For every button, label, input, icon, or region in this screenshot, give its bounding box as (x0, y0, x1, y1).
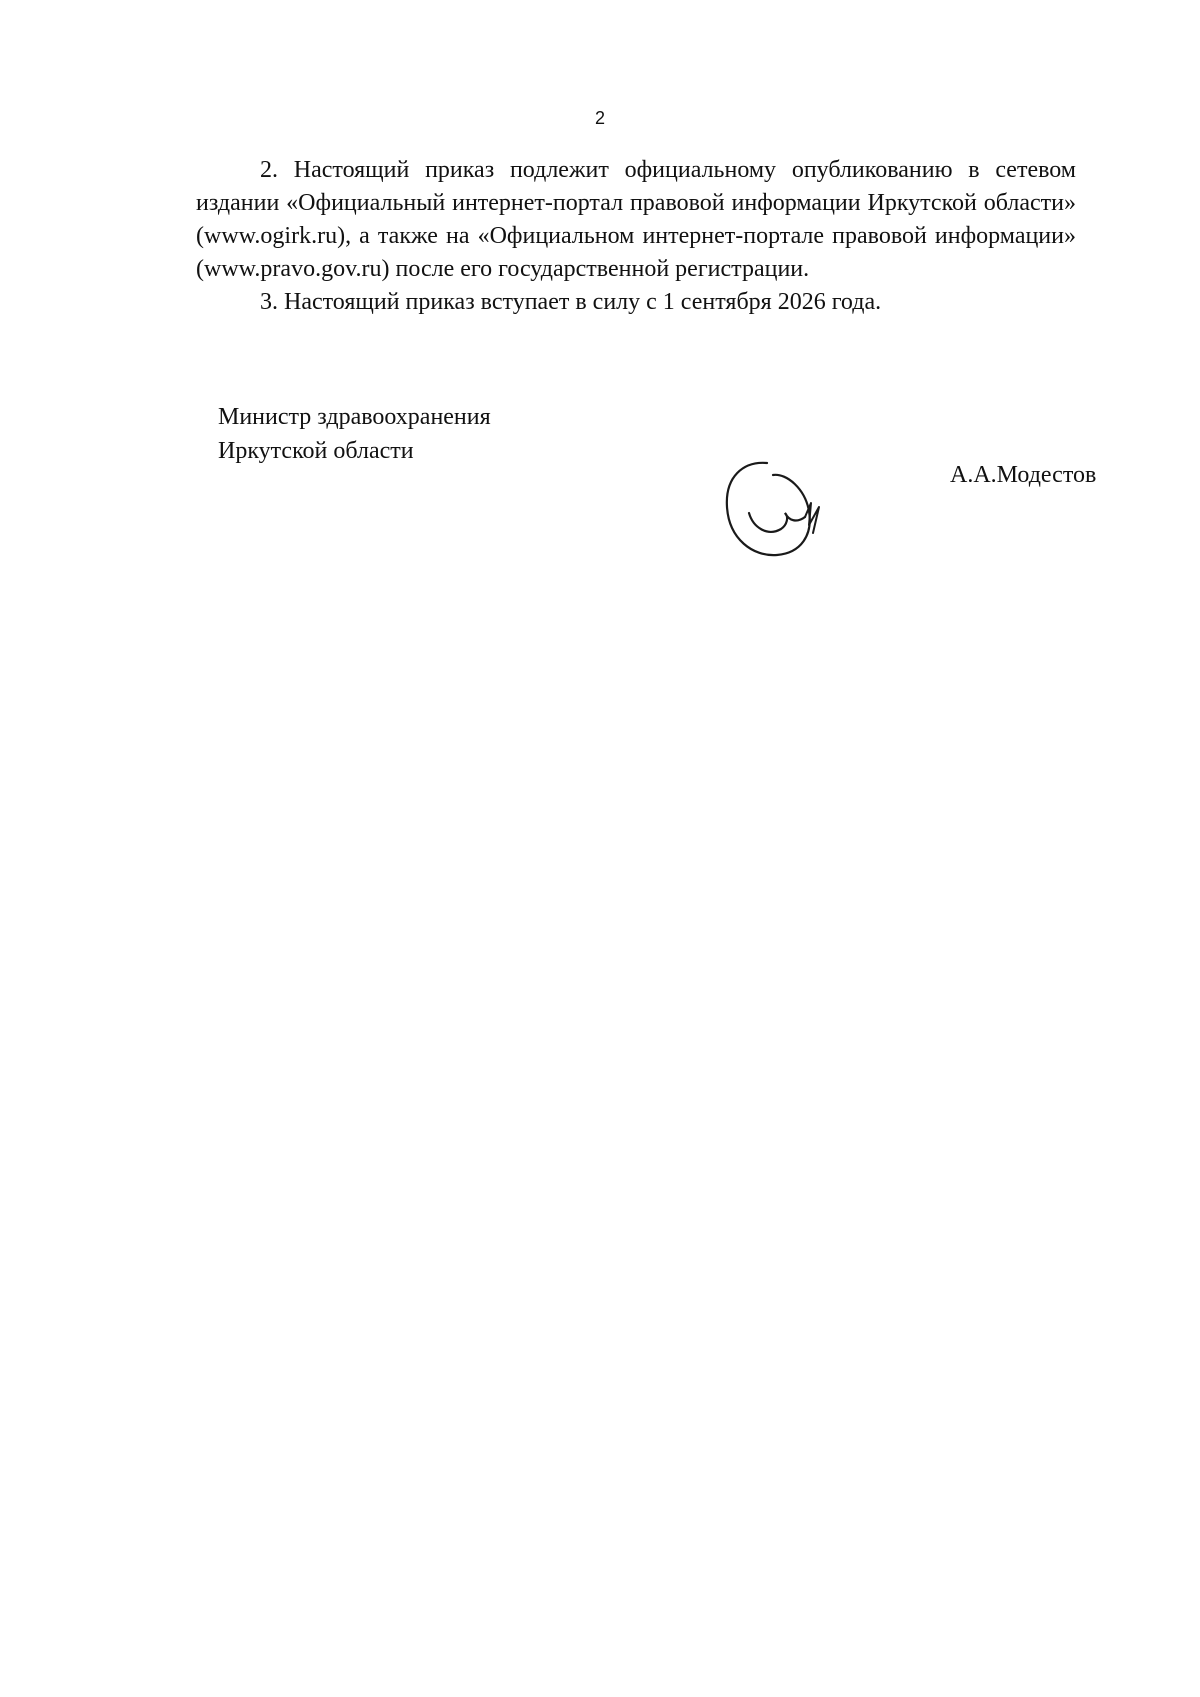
signatory-name: А.А.Модестов (950, 462, 1097, 488)
paragraph-effective-date: 3. Настоящий приказ вступает в силу с 1 сентября 2026 года. (260, 289, 882, 315)
signatory-position (218, 400, 491, 468)
paragraph-publication: 2. Настоящий приказ подлежит официальному опубликованию в сетевом издании «Официальный интернет-портал правовой информации Иркутской области» (www.ogirk.ru), а также на «Официальном интернет-портале правовой информации» (www.pravo.gov.ru) после его государственной регистрации. (196, 157, 1076, 282)
document-body (196, 154, 1076, 319)
signatory-position-line-1: Министр здравоохранения (218, 404, 491, 430)
handwritten-signature (715, 455, 835, 565)
signatory-position-line-2: Иркутской области (218, 438, 414, 464)
page-number: 2 (594, 108, 605, 128)
